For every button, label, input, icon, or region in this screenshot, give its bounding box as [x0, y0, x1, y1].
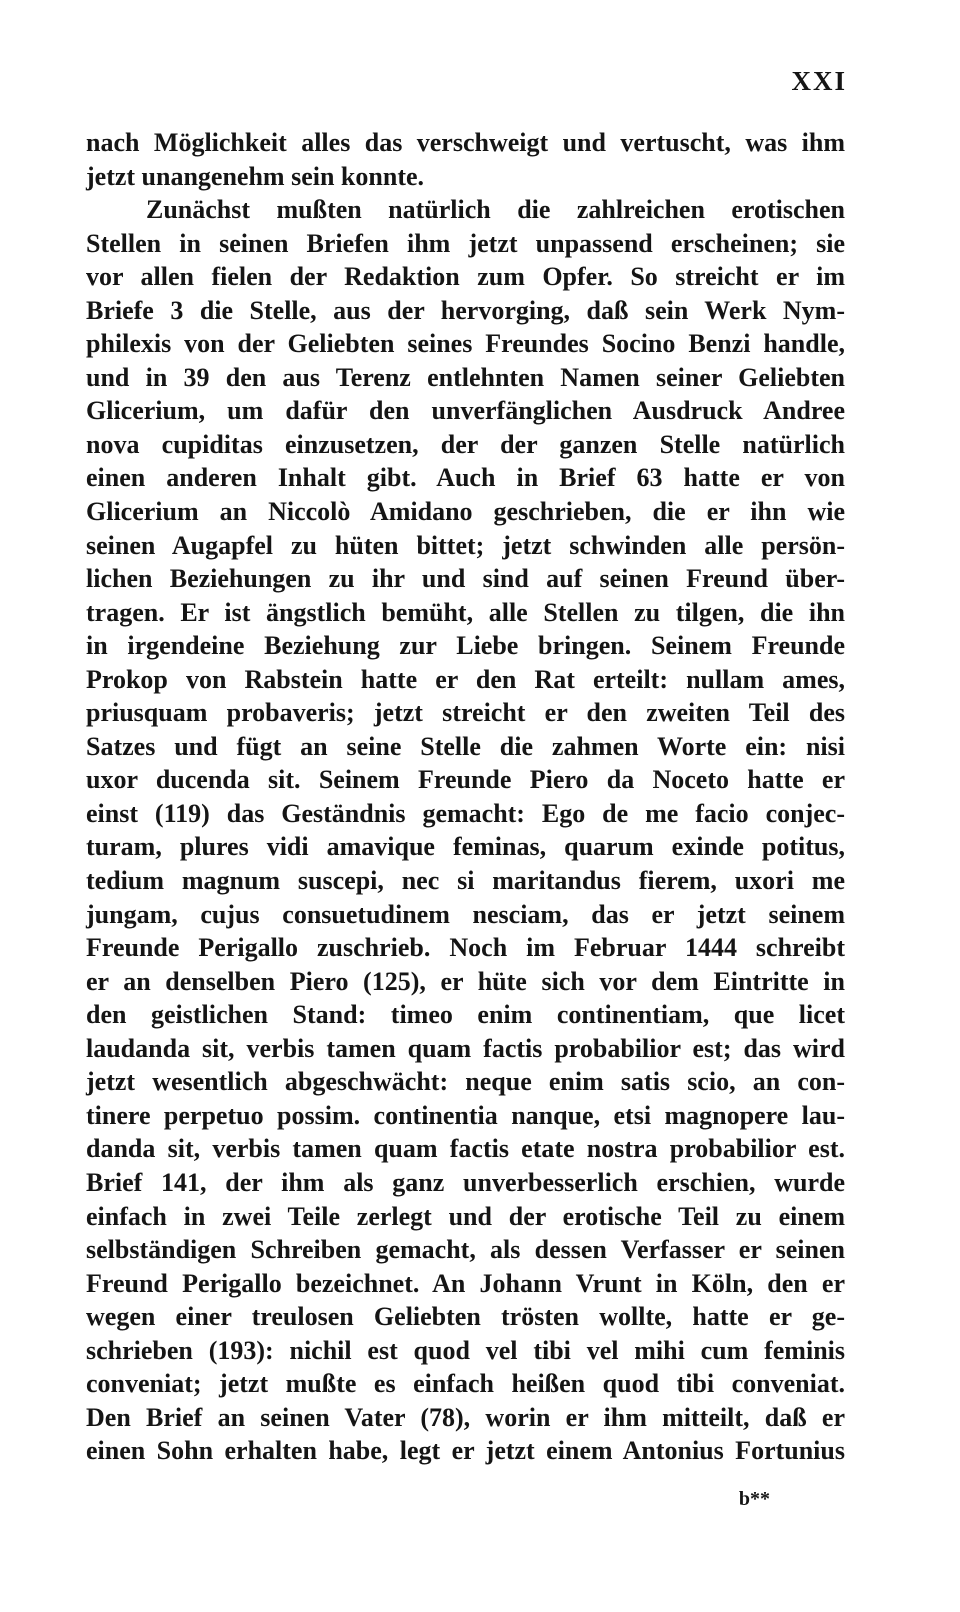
text-line: Den Brief an seinen Vater (78), worin er ihm mitteilt, daß er — [86, 1402, 845, 1432]
text-line: schrieben (193): nichil est quod vel tibi vel mihi cum feminis — [86, 1335, 845, 1365]
text-line: turam, plures vidi amavique feminas, quarum exinde potitus, — [86, 832, 845, 862]
text-line: in irgendeine Beziehung zur Liebe bringen. Seinem Freunde — [86, 631, 845, 661]
text-line: nach Möglichkeit alles das verschweigt und vertuscht, was ihm — [86, 128, 845, 157]
text-line: Glicerium, um dafür den unverfänglichen Ausdruck Andree — [86, 396, 845, 426]
text-line: priusquam probaveris; jetzt streicht er den zweiten Teil des — [86, 698, 845, 728]
text-line: wegen einer treulosen Geliebten trösten wollte, hatte er ge- — [86, 1302, 845, 1332]
text-line: einen Sohn erhalten habe, legt er jetzt einem Antonius Fortunius — [86, 1436, 845, 1466]
text-line: vor allen fielen der Redaktion zum Opfer. So streicht er im — [86, 262, 845, 292]
text-line: er an denselben Piero (125), er hüte sich vor dem Eintritte in — [86, 966, 845, 996]
text-line: Brief 141, der ihm als ganz unverbesserlich erschien, wurde — [86, 1167, 845, 1197]
text-line: tragen. Er ist ängstlich bemüht, alle Stellen zu tilgen, die ihn — [86, 597, 845, 627]
text-line: Glicerium an Niccolò Amidano geschrieben, die er ihn wie — [86, 497, 845, 527]
text-line: nova cupiditas einzusetzen, der der ganzen Stelle natürlich — [86, 429, 845, 459]
page-number: XXI — [791, 66, 847, 96]
text-line: Stellen in seinen Briefen ihm jetzt unpassend erscheinen; sie — [86, 228, 845, 258]
text-line: tinere perpetuo possim. continentia nanque, etsi magnopere lau- — [86, 1100, 845, 1130]
text-line: philexis von der Geliebten seines Freundes Socino Benzi handle, — [86, 329, 845, 359]
text-line: und in 39 den aus Terenz entlehnten Namen seiner Geliebten — [86, 362, 845, 392]
text-line: einst (119) das Geständnis gemacht: Ego de me facio conjec- — [86, 798, 845, 828]
text-line: jetzt wesentlich abgeschwächt: neque enim satis scio, an con- — [86, 1067, 845, 1097]
text-line: laudanda sit, verbis tamen quam factis probabilior est; das wird — [86, 1033, 845, 1063]
text-line: danda sit, verbis tamen quam factis etate nostra probabilior est. — [86, 1134, 845, 1164]
text-line: selbständigen Schreiben gemacht, als dessen Verfasser er seinen — [86, 1235, 845, 1265]
text-line: den geistlichen Stand: timeo enim continentiam, que licet — [86, 1000, 845, 1030]
body-text — [86, 126, 845, 1468]
text-line: seinen Augapfel zu hüten bittet; jetzt schwinden alle persön- — [86, 530, 845, 560]
text-line: Satzes und fügt an seine Stelle die zahmen Worte ein: nisi — [86, 731, 845, 761]
text-line: tedium magnum suscepi, nec si maritandus fierem, uxori me — [86, 866, 845, 896]
text-line: einen anderen Inhalt gibt. Auch in Brief 63 hatte er von — [86, 463, 845, 493]
text-line: Prokop von Rabstein hatte er den Rat erteilt: nullam ames, — [86, 664, 845, 694]
signature-mark: b** — [738, 1488, 770, 1510]
text-line: jetzt unangenehm sein konnte. — [86, 161, 425, 191]
text-line: Freund Perigallo bezeichnet. An Johann Vrunt in Köln, den er — [86, 1268, 845, 1298]
text-line: Freunde Perigallo zuschrieb. Noch im Februar 1444 schreibt — [86, 933, 845, 963]
text-line: Zunächst mußten natürlich die zahlreichen erotischen — [146, 195, 845, 225]
text-line: conveniat; jetzt mußte es einfach heißen quod tibi conveniat. — [86, 1369, 845, 1399]
text-line: jungam, cujus consuetudinem nesciam, das er jetzt seinem — [86, 899, 845, 929]
text-line: Briefe 3 die Stelle, aus der hervorging, daß sein Werk Nym- — [86, 295, 845, 325]
text-line: lichen Beziehungen zu ihr und sind auf seinen Freund über- — [86, 564, 845, 594]
text-line: einfach in zwei Teile zerlegt und der erotische Teil zu einem — [86, 1201, 845, 1231]
text-line: uxor ducenda sit. Seinem Freunde Piero da Noceto hatte er — [86, 765, 845, 795]
